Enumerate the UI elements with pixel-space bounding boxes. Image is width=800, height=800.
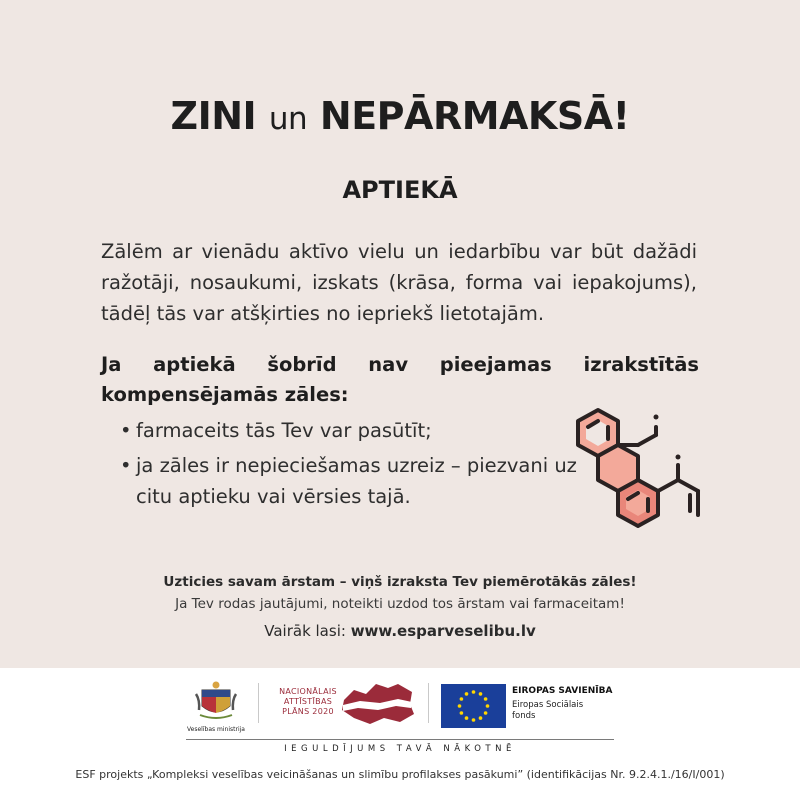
list-item [118, 415, 578, 446]
ministry-logo [186, 680, 246, 736]
intro-paragraph: Zālēm ar vienādu aktīvo vielu un iedarbību var būt dažādi ražotāji, nosaukumi, izskats (krāsa, forma vai iepakojums), tādēļ tās var atšķirties no iepriekš lietotajām. [101, 240, 697, 325]
divider [428, 683, 429, 723]
subtitle: APTIEKĀ [342, 176, 458, 204]
headline-un: un [268, 101, 308, 137]
ministry-label: Veselības ministrija [187, 726, 245, 733]
nap-line: ATTĪSTĪBAS [283, 697, 333, 706]
list-item [118, 450, 578, 512]
esf-project-note: ESF projekts „Kompleksi veselības veicināšanas un slimību profilakses pasākumi” (identifikācijas Nr. 9.2.4.1./16/I/001) [75, 768, 725, 781]
divider [258, 683, 259, 723]
nap-label [268, 687, 348, 717]
eu-fund-label [512, 700, 592, 722]
question-heading: Ja aptiekā šobrīd nav pieejamas izrakstītās kompensējamās zāles: [101, 353, 699, 406]
logo-footer [0, 668, 800, 800]
headline [0, 94, 800, 138]
headline-zini: ZINI [170, 94, 257, 138]
bullet-dot: • [120, 454, 132, 477]
ask-message: Ja Tev rodas jautājumi, noteikti uzdod tos ārstam vai farmaceitam! [175, 596, 625, 612]
invest-slogan: IEGULDĪJUMS TAVĀ NĀKOTNĒ [284, 744, 516, 754]
bullet-list [118, 415, 578, 516]
nap-line: PLĀNS 2020 [282, 707, 334, 716]
more-label: Vairāk lasi: [264, 622, 346, 640]
footer-rule [186, 739, 614, 740]
nap-line: NACIONĀLAIS [279, 687, 337, 696]
eu-fund-line: Eiropas Sociālais [512, 700, 584, 710]
website-link[interactable]: www.esparveselibu.lv [350, 622, 536, 640]
latvia-map-icon [340, 680, 416, 726]
trust-message: Uzticies savam ārstam – viņš izraksta Tev piemērotākās zāles! [163, 574, 637, 590]
bullet-dot: • [120, 419, 132, 442]
bullet-text: ja zāles ir nepieciešamas uzreiz – piezvani uz citu aptieku vai vērsies tajā. [136, 454, 577, 508]
eu-flag-icon [441, 684, 506, 728]
headline-neparmaksa: NEPĀRMAKSĀ! [319, 94, 630, 138]
coat-of-arms-icon [194, 680, 238, 720]
molecule-icon [566, 405, 706, 530]
bullet-text: farmaceits tās Tev var pasūtīt; [136, 419, 432, 442]
more-info [0, 622, 800, 640]
eu-title: EIROPAS SAVIENĪBA [512, 686, 613, 696]
eu-fund-line: fonds [512, 711, 536, 721]
